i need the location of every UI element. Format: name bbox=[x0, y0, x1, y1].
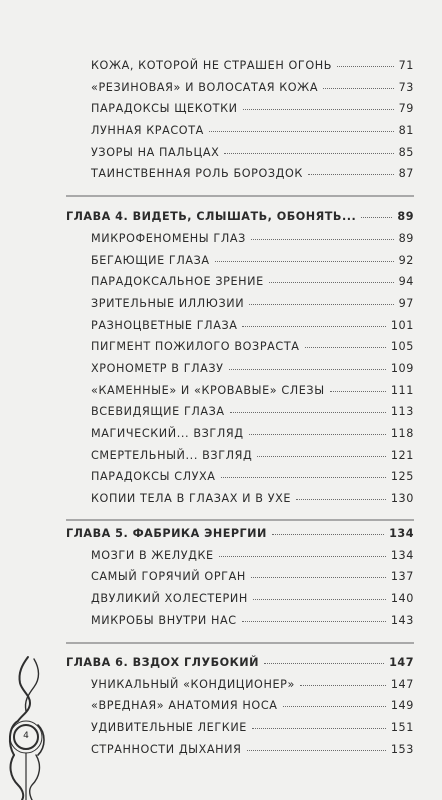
toc-entry-page: 143 bbox=[390, 614, 414, 627]
dot-leader bbox=[337, 66, 394, 67]
toc-entry-title: «РЕЗИНОВАЯ» И ВОЛОСАТАЯ КОЖА bbox=[91, 81, 319, 94]
toc-entry bbox=[91, 167, 414, 185]
dot-leader bbox=[257, 456, 386, 457]
dot-leader bbox=[219, 556, 386, 557]
toc-chapter bbox=[66, 527, 414, 545]
toc-entry-title: КОПИИ ТЕЛА В ГЛАЗАХ И В УХЕ bbox=[91, 492, 292, 505]
toc-entry bbox=[91, 81, 414, 99]
toc-entry-title: КОЖА, КОТОРОЙ НЕ СТРАШЕН ОГОНЬ bbox=[91, 59, 333, 72]
toc-entry-page: 130 bbox=[390, 492, 414, 505]
section-divider bbox=[66, 519, 414, 521]
toc-entry-title: ВСЕВИДЯЩИЕ ГЛАЗА bbox=[91, 405, 225, 418]
dot-leader bbox=[361, 217, 392, 218]
toc-entry-title: СТРАННОСТИ ДЫХАНИЯ bbox=[91, 743, 242, 756]
toc-chapter-title: ГЛАВА 4. ВИДЕТЬ, СЛЫШАТЬ, ОБОНЯТЬ... bbox=[66, 210, 357, 223]
dot-leader bbox=[296, 499, 386, 500]
toc-entry bbox=[91, 678, 414, 696]
toc-entry-title: УЗОРЫ НА ПАЛЬЦАХ bbox=[91, 146, 220, 159]
toc-entry-title: ЛУННАЯ КРАСОТА bbox=[91, 124, 204, 137]
toc-entry bbox=[91, 275, 414, 293]
toc-entry-title: МИКРОФЕНОМЕНЫ ГЛАЗ bbox=[91, 232, 246, 245]
toc-entry-page: 125 bbox=[390, 470, 414, 483]
dot-leader bbox=[221, 477, 386, 478]
toc-entry bbox=[91, 59, 414, 77]
toc-entry-page: 105 bbox=[390, 340, 414, 353]
toc-chapter-title: ГЛАВА 5. ФАБРИКА ЭНЕРГИИ bbox=[66, 527, 267, 540]
toc-entry bbox=[91, 743, 414, 761]
toc-chapter bbox=[66, 210, 414, 228]
toc-entry-page: 113 bbox=[390, 405, 414, 418]
dot-leader bbox=[272, 534, 384, 535]
dot-leader bbox=[224, 153, 393, 154]
toc-entry-page: 89 bbox=[398, 232, 414, 245]
toc-entry-title: БЕГАЮЩИЕ ГЛАЗА bbox=[91, 254, 210, 267]
toc-entry bbox=[91, 492, 414, 510]
toc-entry-title: ТАИНСТВЕННАЯ РОЛЬ БОРОЗДОК bbox=[91, 167, 303, 180]
toc-entry-title: СМЕРТЕЛЬНЫЙ... ВЗГЛЯД bbox=[91, 449, 253, 462]
toc-entry-page: 94 bbox=[398, 275, 414, 288]
toc-entry-page: 151 bbox=[390, 721, 414, 734]
toc-entry-title: ХРОНОМЕТР В ГЛАЗУ bbox=[91, 362, 224, 375]
toc-entry bbox=[91, 232, 414, 250]
toc-entry-page: 109 bbox=[390, 362, 414, 375]
toc-entry-page: 118 bbox=[390, 427, 414, 440]
toc-chapter bbox=[66, 656, 414, 674]
dot-leader bbox=[243, 109, 394, 110]
toc-entry-page: 97 bbox=[398, 297, 414, 310]
dot-leader bbox=[249, 304, 393, 305]
toc-entry-page: 85 bbox=[398, 146, 414, 159]
toc-entry-title: МИКРОБЫ ВНУТРИ НАС bbox=[91, 614, 237, 627]
dot-leader bbox=[264, 663, 384, 664]
toc-entry bbox=[91, 102, 414, 120]
dot-leader bbox=[249, 434, 386, 435]
toc-entry-page: 137 bbox=[390, 570, 414, 583]
dot-leader bbox=[323, 88, 393, 89]
toc-entry-page: 101 bbox=[390, 319, 414, 332]
toc-entry bbox=[91, 721, 414, 739]
ornament-icon bbox=[0, 655, 58, 800]
dot-leader bbox=[229, 369, 386, 370]
toc-entry-page: 140 bbox=[390, 592, 414, 605]
dot-leader bbox=[330, 391, 386, 392]
toc-entry-page: 147 bbox=[389, 656, 414, 669]
dot-leader bbox=[230, 412, 386, 413]
toc-entry-page: 121 bbox=[390, 449, 414, 462]
toc-entry-page: 147 bbox=[390, 678, 414, 691]
toc-entry-page: 89 bbox=[397, 210, 414, 223]
toc-entry-title: УНИКАЛЬНЫЙ «КОНДИЦИОНЕР» bbox=[91, 678, 295, 691]
toc-entry bbox=[91, 470, 414, 488]
dot-leader bbox=[242, 621, 386, 622]
toc-chapter-title: ГЛАВА 6. ВЗДОХ ГЛУБОКИЙ bbox=[66, 656, 260, 669]
toc-entry-page: 79 bbox=[398, 102, 414, 115]
dot-leader bbox=[242, 326, 385, 327]
toc-entry-page: 134 bbox=[389, 527, 414, 540]
toc-entry-title: МОЗГИ В ЖЕЛУДКЕ bbox=[91, 549, 214, 562]
toc-entry-page: 73 bbox=[398, 81, 414, 94]
dot-leader bbox=[251, 239, 394, 240]
toc-entry-title: ДВУЛИКИЙ ХОЛЕСТЕРИН bbox=[91, 592, 248, 605]
dot-leader bbox=[247, 750, 386, 751]
dot-leader bbox=[308, 174, 394, 175]
toc-entry bbox=[91, 340, 414, 358]
toc-entry-page: 81 bbox=[398, 124, 414, 137]
toc-entry-page: 134 bbox=[390, 549, 414, 562]
toc-entry bbox=[91, 362, 414, 380]
dot-leader bbox=[300, 685, 386, 686]
toc-entry-page: 153 bbox=[390, 743, 414, 756]
toc-entry-page: 111 bbox=[390, 384, 414, 397]
toc-entry bbox=[91, 297, 414, 315]
dot-leader bbox=[251, 577, 386, 578]
dot-leader bbox=[215, 261, 394, 262]
toc-entry-page: 87 bbox=[398, 167, 414, 180]
section-divider bbox=[66, 195, 414, 197]
toc-entry-title: МАГИЧЕСКИЙ... ВЗГЛЯД bbox=[91, 427, 244, 440]
toc-entry bbox=[91, 699, 414, 717]
dot-leader bbox=[253, 599, 386, 600]
dot-leader bbox=[283, 706, 386, 707]
toc-entry bbox=[91, 592, 414, 610]
toc-entry bbox=[91, 427, 414, 445]
dot-leader bbox=[209, 131, 394, 132]
toc-entry-title: ЗРИТЕЛЬНЫЕ ИЛЛЮЗИИ bbox=[91, 297, 245, 310]
section-divider bbox=[66, 642, 414, 644]
toc-entry-title: УДИВИТЕЛЬНЫЕ ЛЕГКИЕ bbox=[91, 721, 247, 734]
toc-entry-title: ПАРАДОКСАЛЬНОЕ ЗРЕНИЕ bbox=[91, 275, 264, 288]
toc-entry-title: ПАРАДОКСЫ ЩЕКОТКИ bbox=[91, 102, 238, 115]
toc-entry-title: ПАРАДОКСЫ СЛУХА bbox=[91, 470, 216, 483]
toc-entry bbox=[91, 384, 414, 402]
dot-leader bbox=[305, 347, 386, 348]
toc-entry-title: «ВРЕДНАЯ» АНАТОМИЯ НОСА bbox=[91, 699, 278, 712]
toc-entry bbox=[91, 124, 414, 142]
toc-entry bbox=[91, 146, 414, 164]
toc-entry-title: ПИГМЕНТ ПОЖИЛОГО ВОЗРАСТА bbox=[91, 340, 300, 353]
toc-entry-page: 92 bbox=[398, 254, 414, 267]
page-number: 4 bbox=[23, 731, 29, 741]
toc-entry bbox=[91, 405, 414, 423]
toc-entry bbox=[91, 254, 414, 272]
toc-entry-title: САМЫЙ ГОРЯЧИЙ ОРГАН bbox=[91, 570, 246, 583]
toc-entry bbox=[91, 570, 414, 588]
toc-entry bbox=[91, 614, 414, 632]
toc-entry bbox=[91, 319, 414, 337]
dot-leader bbox=[252, 728, 386, 729]
toc-entry-page: 71 bbox=[398, 59, 414, 72]
dot-leader bbox=[269, 282, 394, 283]
toc-entry bbox=[91, 449, 414, 467]
toc-entry-title: РАЗНОЦВЕТНЫЕ ГЛАЗА bbox=[91, 319, 238, 332]
toc-entry-title: «КАМЕННЫЕ» И «КРОВАВЫЕ» СЛЕЗЫ bbox=[91, 384, 325, 397]
toc-entry-page: 149 bbox=[390, 699, 414, 712]
toc-entry bbox=[91, 549, 414, 567]
